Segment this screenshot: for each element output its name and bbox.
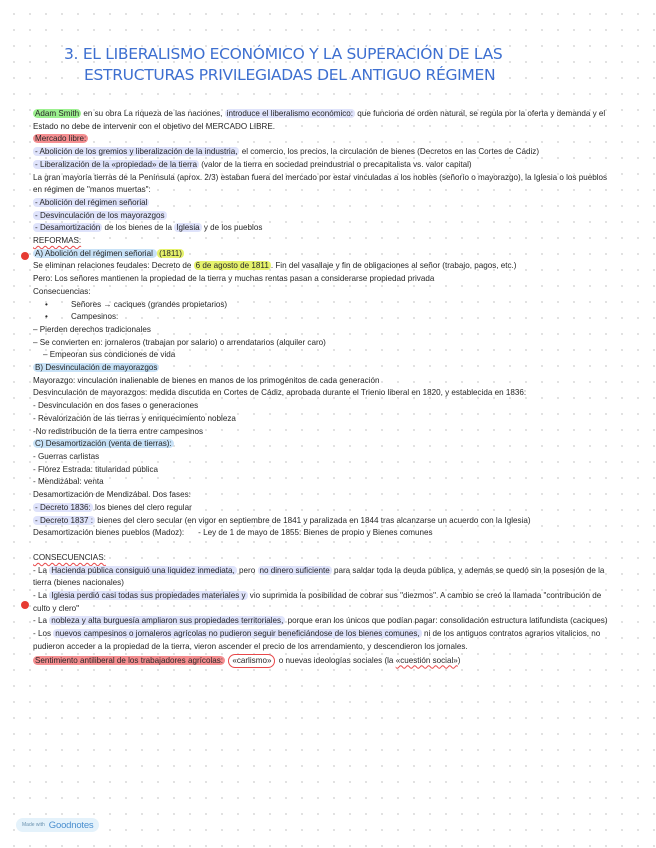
section-b-line-3: - Desvinculación en dos fases o generaciones <box>33 401 199 411</box>
section-c-line-4: Desamortización de Mendizábal. Dos fases: <box>33 490 191 500</box>
tierras-paragraph: La gran mayoría tierras de la Península (aprox. 2/3) estaban fuera del mercado por estar vinculadas a los nobles (señorío o mayorazgo), la Iglesia o los pueblos en régimen de "manos muertas": <box>33 172 608 195</box>
badge-small-text: Made with <box>22 822 45 828</box>
badge-brand-text: Goodnotes <box>48 819 94 831</box>
section-c-line-6: - Decreto 1837 : bienes del clero secular (en vigor en septiembre de 1841 y paralizada en 1844 tras alcanzarse un acuerdo con la Iglesia) <box>35 515 531 525</box>
section-c-line-7: Desamortización bienes pueblos (Madoz): - Ley de 1 de mayo de 1855: Bienes de propio y Bienes comunes <box>33 528 433 538</box>
adam-smith-highlight: Adam Smith <box>35 109 80 118</box>
carlismo-circled: «carlismo» <box>228 654 275 669</box>
section-a-line-1: Se eliminan relaciones feudales: Decreto de 6 de agosto de 1811 . Fin del vasallaje y fin de obligaciones al señor (trabajo, pagos, etc.) <box>33 261 517 271</box>
liberalismo-highlight: introduce el liberalismo económico: <box>226 109 354 118</box>
section-b-line-4: - Revalorización de las tierras y enriquecimiento nobleza <box>33 413 236 423</box>
page-title <box>64 44 624 86</box>
tierras-item-2: - Desvinculación de los mayorazgos <box>35 210 165 220</box>
reformas-dot-icon <box>21 252 29 260</box>
reformas-heading: REFORMAS: <box>33 236 82 246</box>
section-c-heading: C) Desamortización (venta de tierras): <box>35 439 172 449</box>
title-line-1: 3. EL LIBERALISMO ECONÓMICO Y LA SUPERACIÓN DE LAS <box>64 45 503 63</box>
section-c-line-3: - Mendizábal: venta <box>33 477 104 487</box>
section-b-line-2: Desvinculación de mayorazgos: medida discutida en Cortes de Cádiz, aprobada durante el Trienio liberal en 1820, y establecida en 1836: <box>33 388 527 398</box>
section-b-heading: B) Desvinculación de mayorazgos <box>35 363 158 373</box>
section-c-line-2: - Flórez Estrada: titularidad pública <box>33 464 159 474</box>
section-a-sub-3: – Empeoran sus condiciones de vida <box>43 350 176 360</box>
tierras-item-1: - Abolición del régimen señorial <box>35 197 148 207</box>
section-a-sub-2: – Se convierten en: jornaleros (trabajan por salario) o arrendatarios (alquiler caro) <box>33 337 326 347</box>
mercado-libre-item-1: - Abolición de los gremios y liberalización de la industria, el comercio, los precios, la circulación de bienes (Decretos en las Cortes de Cádiz) <box>35 147 540 157</box>
section-c-line-5: - Decreto 1836: los bienes del clero regular <box>35 502 192 512</box>
section-a-bullet-1: • Señores → caciques (grandes propietarios) <box>45 299 228 309</box>
consecuencia-3: - La nobleza y alta burguesía ampliaron sus propiedades territoriales, porque eran los únicos que podían pagar: consolidación estructura latifundista (caciques) <box>33 616 608 626</box>
consecuencias-dot-icon <box>21 601 29 609</box>
title-line-2: ESTRUCTURAS PRIVILEGIADAS DEL ANTIGUO RÉGIMEN <box>84 66 496 84</box>
notes-body <box>33 108 609 668</box>
cuestion-social-underlined: «cuestión social» <box>395 655 458 665</box>
section-b-line-1: Mayorazgo: vinculación inalienable de bienes en manos de los primogénitos de cada generación <box>33 375 380 385</box>
section-a-line-3: Consecuencias: <box>33 286 91 296</box>
intro-paragraph: Adam Smith en su obra La riqueza de las naciones, introduce el liberalismo económico: que funciona de orden natural, se regula por la oferta y demanda y el Estado no debe de intervenir con el objetivo del MERCADO LIBRE. <box>33 109 606 131</box>
consecuencia-2: - La Iglesia perdió casi todas sus propiedades materiales y vio suprimida la posibilidad de cobrar sus "diezmos". A cambio se creó la llamada "contribución de culto y clero" <box>33 591 602 613</box>
section-a-bullet-2: • Campesinos: <box>45 312 119 322</box>
tierras-item-3: - Desamortización de los bienes de la Iglesia y de los pueblos <box>35 223 263 233</box>
section-a-sub-1: – Pierden derechos tradicionales <box>33 324 151 334</box>
section-c-line-1: - Guerras carlistas <box>33 451 100 461</box>
consecuencia-4: - Los nuevos campesinos o jornaleros agrícolas no pudieron seguir beneficiándose de los bienes comunes, ni de los antiguos contratos agrarios vitalicios, no pudieron acceder a la propiedad de la tierra, vieron ascender el precio de los arrendamiento, y descendieron los jornales. <box>33 629 601 651</box>
section-b-line-5: -No redistribución de la tierra entre campesinos <box>33 426 204 436</box>
mercado-libre-heading: Mercado libre: <box>35 134 87 144</box>
consecuencias-heading: CONSECUENCIAS: <box>33 552 106 562</box>
section-a-heading: A) Abolición del régimen señorial (1811) <box>35 248 182 258</box>
consecuencia-5: Sentimiento antiliberal de los trabajadores agrícolas: «carlismo» o nuevas ideologías sociales (la «cuestión social») <box>33 654 609 669</box>
mercado-libre-item-2: - Liberalización de la «propiedad» de la tierra (valor de la tierra en sociedad preindustrial o precapitalista vs. valor capital) <box>35 159 472 169</box>
consecuencia-1: - La Hacienda pública consiguió una liquidez inmediata, pero no dinero suficiente para saldar toda la deuda pública, y además se quedó sin la posesión de la tierra (bienes nacionales) <box>33 565 605 588</box>
goodnotes-badge <box>16 818 99 832</box>
section-a-line-2: Pero: Los señores mantienen la propiedad de la tierra y muchas rentas pasan a considerarse propiedad privada <box>33 274 435 284</box>
